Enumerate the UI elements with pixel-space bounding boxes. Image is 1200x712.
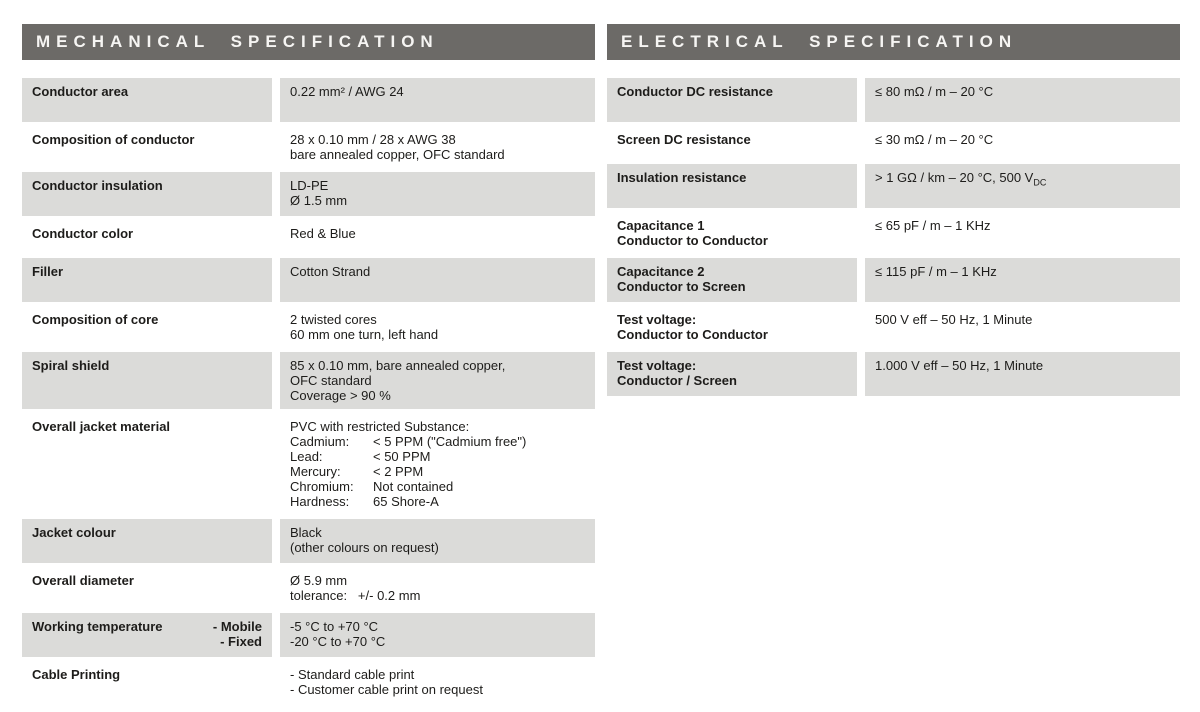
- value-line: > 1 GΩ / km – 20 °C, 500 $V_{DC}$: [875, 170, 1047, 188]
- row-label-text: [32, 226, 133, 248]
- value-line: 28 x 0.10 mm / 28 x AWG 38: [290, 132, 456, 147]
- electrical-specification-section: [607, 24, 1180, 707]
- kv-cell: 65 Shore-A: [373, 494, 439, 509]
- label-line: Test voltage:: [617, 358, 697, 373]
- value-line: tolerance: +/- 0.2 mm: [290, 588, 421, 603]
- row-label-text: [32, 573, 134, 603]
- row-label-text: [617, 84, 773, 116]
- mechanical-section-title: MECHANICAL SPECIFICATION: [22, 24, 595, 60]
- spec-row: [22, 519, 595, 563]
- row-label: [607, 306, 857, 348]
- row-label: [607, 78, 857, 122]
- value-line: Ø 1.5 mm: [290, 193, 348, 208]
- row-value: [865, 306, 1180, 348]
- row-value: [280, 413, 595, 515]
- row-value: [280, 352, 595, 409]
- label-line: Conductor color: [32, 226, 134, 241]
- row-label: [607, 126, 857, 160]
- value-intro: PVC with restricted Substance:: [290, 419, 470, 434]
- spec-row: [607, 164, 1180, 208]
- label-line: Composition of core: [32, 312, 159, 327]
- kv-cell: Cadmium:: [290, 434, 350, 449]
- value-line: bare annealed copper, OFC standard: [290, 147, 505, 162]
- row-label: [607, 258, 857, 302]
- row-label: [22, 613, 272, 657]
- kv-cell: Not contained: [373, 479, 454, 494]
- label-line: Composition of conductor: [32, 132, 195, 147]
- row-sublabel: [213, 619, 262, 651]
- spec-row: [607, 126, 1180, 160]
- row-label-text: [617, 170, 746, 202]
- spec-row: [22, 172, 595, 216]
- row-label: [607, 164, 857, 208]
- spec-row: [22, 661, 595, 703]
- value-line: Ø 5.9 mm: [290, 573, 348, 588]
- value-line: - Customer cable print on request: [290, 682, 483, 697]
- value-line: 0.22 mm² / AWG 24: [290, 84, 404, 99]
- row-value: [280, 519, 595, 563]
- kv-cell: < 5 PPM ("Cadmium free"): [373, 434, 527, 449]
- label-line: Insulation resistance: [617, 170, 747, 185]
- spec-row: [22, 567, 595, 609]
- label-line: Conductor insulation: [32, 178, 163, 193]
- value-line: LD-PE: [290, 178, 329, 193]
- value-line: (other colours on request): [290, 540, 439, 555]
- value-kv-grid: [290, 434, 585, 509]
- row-value: [865, 212, 1180, 254]
- spec-row: [22, 306, 595, 348]
- row-label-text: [617, 358, 737, 390]
- kv-cell: < 2 PPM: [373, 464, 424, 479]
- label-line: Working temperature: [32, 619, 163, 634]
- value-line: -5 °C to +70 °C: [290, 619, 379, 634]
- kv-cell: < 50 PPM: [373, 449, 431, 464]
- row-value: [865, 78, 1180, 122]
- row-label: [22, 78, 272, 122]
- value-line: ≤ 115 pF / m – 1 KHz: [875, 264, 997, 279]
- spec-row: [607, 78, 1180, 122]
- spec-row: [22, 78, 595, 122]
- value-line: Cotton Strand: [290, 264, 371, 279]
- row-label-text: [32, 84, 128, 116]
- row-label-text: [617, 312, 768, 342]
- value-line: ≤ 65 pF / m – 1 KHz: [875, 218, 991, 233]
- label-line: Overall jacket material: [32, 419, 171, 434]
- spec-row: [22, 352, 595, 409]
- electrical-spec-table: [607, 78, 1180, 396]
- row-label-text: [32, 619, 163, 651]
- electrical-section-title: ELECTRICAL SPECIFICATION: [607, 24, 1180, 60]
- row-label: [22, 567, 272, 609]
- value-line: ≤ 30 mΩ / m – 20 °C: [875, 132, 994, 147]
- kv-cell: Lead:: [290, 449, 323, 464]
- row-label: [607, 212, 857, 254]
- kv-cell: Chromium:: [290, 479, 354, 494]
- label-line: Overall diameter: [32, 573, 134, 588]
- label-line: Conductor to Conductor: [617, 327, 768, 342]
- label-line: Conductor to Conductor: [617, 233, 768, 248]
- value-line: 60 mm one turn, left hand: [290, 327, 439, 342]
- row-label: [22, 220, 272, 254]
- spec-row: [22, 413, 595, 515]
- spec-row: [22, 220, 595, 254]
- spec-row: [22, 613, 595, 657]
- value-line: 85 x 0.10 mm, bare annealed copper,: [290, 358, 506, 373]
- label-line: Test voltage:: [617, 312, 697, 327]
- sublabel-line: - Fixed: [220, 634, 262, 649]
- label-line: Conductor DC resistance: [617, 84, 774, 99]
- row-label-text: [32, 419, 170, 509]
- row-label-text: [32, 525, 116, 557]
- row-label: [22, 172, 272, 216]
- spec-row: [22, 126, 595, 168]
- row-value: [280, 567, 595, 609]
- row-label-text: [32, 178, 163, 210]
- row-value: [280, 220, 595, 254]
- value-line: 1.000 V eff – 50 Hz, 1 Minute: [875, 358, 1044, 373]
- kv-cell: Mercury:: [290, 464, 341, 479]
- sublabel-line: - Mobile: [212, 619, 262, 634]
- mechanical-specification-section: [22, 24, 595, 707]
- row-value: [280, 613, 595, 657]
- row-label-text: [32, 264, 63, 296]
- row-label-text: [32, 358, 109, 403]
- value-line: Black: [290, 525, 322, 540]
- value-line: Coverage > 90 %: [290, 388, 391, 403]
- label-line: Cable Printing: [32, 667, 121, 682]
- row-value: [865, 126, 1180, 160]
- row-value: [280, 172, 595, 216]
- row-label: [22, 661, 272, 703]
- row-value: [280, 78, 595, 122]
- row-value: [865, 258, 1180, 302]
- row-value: [280, 661, 595, 703]
- row-label-text: [32, 312, 158, 342]
- value-line: 2 twisted cores: [290, 312, 377, 327]
- row-label-text: [32, 667, 120, 697]
- row-label: [22, 352, 272, 409]
- value-line: ≤ 80 mΩ / m – 20 °C: [875, 84, 994, 99]
- row-label: [22, 413, 272, 515]
- value-line: Red & Blue: [290, 226, 356, 241]
- row-value: [865, 352, 1180, 396]
- mechanical-spec-table: [22, 78, 595, 703]
- label-line: Spiral shield: [32, 358, 110, 373]
- value-line: -20 °C to +70 °C: [290, 634, 386, 649]
- row-label: [22, 258, 272, 302]
- row-label: [22, 306, 272, 348]
- value-line: - Standard cable print: [290, 667, 415, 682]
- label-line: Capacitance 1: [617, 218, 705, 233]
- spec-row: [22, 258, 595, 302]
- label-line: Conductor to Screen: [617, 279, 746, 294]
- row-label: [607, 352, 857, 396]
- label-line: Screen DC resistance: [617, 132, 751, 147]
- spec-row: [607, 212, 1180, 254]
- label-line: Filler: [32, 264, 64, 279]
- row-label-text: [32, 132, 194, 162]
- spec-row: [607, 352, 1180, 396]
- label-line: Jacket colour: [32, 525, 116, 540]
- row-value: [280, 126, 595, 168]
- row-label-text: [617, 218, 768, 248]
- label-line: Capacitance 2: [617, 264, 705, 279]
- kv-cell: Hardness:: [290, 494, 350, 509]
- row-value: [865, 164, 1180, 208]
- row-value: [280, 258, 595, 302]
- row-label-text: [617, 264, 746, 296]
- value-line: OFC standard: [290, 373, 372, 388]
- spec-row: [607, 306, 1180, 348]
- row-label: [22, 519, 272, 563]
- row-label-text: [617, 132, 751, 154]
- row-label: [22, 126, 272, 168]
- row-value: [280, 306, 595, 348]
- value-line: 500 V eff – 50 Hz, 1 Minute: [875, 312, 1033, 327]
- label-line: Conductor / Screen: [617, 373, 737, 388]
- spec-row: [607, 258, 1180, 302]
- label-line: Conductor area: [32, 84, 129, 99]
